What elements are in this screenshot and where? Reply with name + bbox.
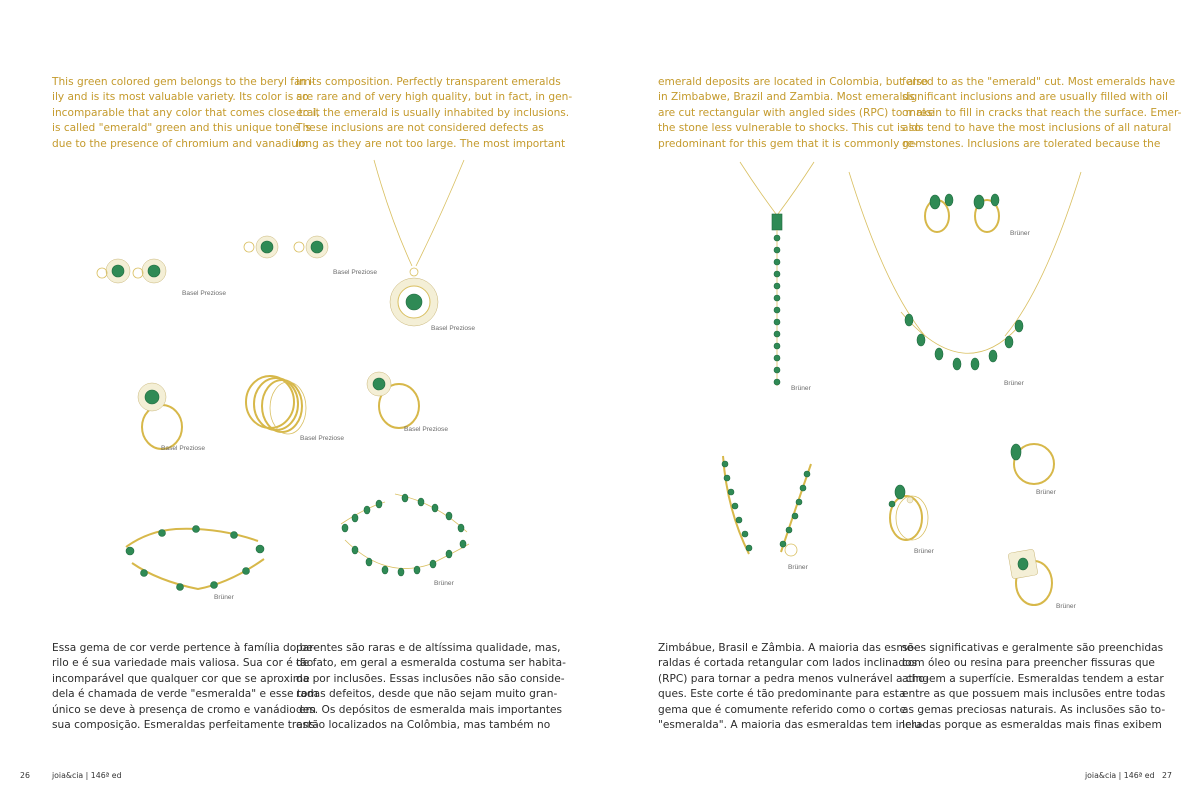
text-line: leradas porque as esmeraldas mais finas exibem <box>902 718 1162 731</box>
text-line: (RPC) para tornar a pedra menos vulnerável a cho- <box>658 672 929 685</box>
text-line: Essa gema de cor verde pertence à família do be- <box>52 642 317 654</box>
photo-credit: Brüner <box>791 385 811 392</box>
text-line: gema que é comumente referido como o corte <box>658 703 906 716</box>
photo-credit: Brüner <box>1036 489 1056 496</box>
text-line: sua composição. Esmeraldas perfeitamente trans- <box>52 718 319 731</box>
text-line: emerald deposits are located in Colombia, but also <box>658 76 929 88</box>
photo-credit: Basel Preziose <box>333 269 377 276</box>
right-portuguese-column-1 <box>658 641 929 733</box>
text-line: raldas é cortada retangular com lados inclinados <box>658 657 918 670</box>
text-line: long as they are not too large. The most important <box>296 137 566 150</box>
photo-credit: Brüner <box>214 594 234 601</box>
text-line: radas defeitos, desde que não sejam muito gran- <box>296 688 558 701</box>
text-line: in its composition. Perfectly transparent emeralds <box>296 76 561 88</box>
emerald-drop-pendant-photo <box>738 160 818 390</box>
emerald-square-ring-photo <box>1000 545 1060 610</box>
halo-pendant-necklace-photo <box>370 158 470 338</box>
photo-credit: Brüner <box>434 580 454 587</box>
text-line: entre as que possuem mais inclusões entre todas <box>902 688 1166 701</box>
flower-ring-photo <box>128 375 188 455</box>
emerald-necklace-photo <box>845 168 1085 378</box>
text-line: incomparable that any color that comes close to it <box>52 106 320 119</box>
text-line: in Zimbabwe, Brazil and Zambia. Most emeralds <box>658 91 915 104</box>
footer-right: joia&cia | 146ª ed <box>1085 771 1155 780</box>
text-line: rilo e é sua variedade mais valiosa. Sua cor é tão <box>52 657 314 670</box>
text-line: gemstones. Inclusions are tolerated because the <box>902 137 1161 150</box>
text-line: ily and is its most valuable variety. Its color is so <box>52 91 309 104</box>
text-line: alds tend to have the most inclusions of all natural <box>902 122 1172 135</box>
left-portuguese-column-1 <box>52 641 319 733</box>
text-line: "esmeralda". A maioria das esmeraldas tem inclu- <box>658 718 925 731</box>
left-portuguese-column-2 <box>296 641 566 733</box>
text-line: is called "emerald" green and this unique tone is <box>52 122 311 135</box>
text-line: Zimbábue, Brasil e Zâmbia. A maioria das esme- <box>658 642 917 654</box>
emerald-solitaire-ring-photo <box>1000 430 1060 490</box>
photo-credit: Basel Preziose <box>404 426 448 433</box>
right-portuguese-column-2 <box>902 641 1166 733</box>
photo-credit: Basel Preziose <box>182 290 226 297</box>
text-line: único se deve à presença de cromo e vanádio em <box>52 703 316 716</box>
text-line: eral, the emerald is usually inhabited by inclusions. <box>296 106 570 119</box>
left-english-column-1 <box>52 75 320 152</box>
right-english-column-2 <box>902 75 1182 152</box>
text-line: incomparável que qualquer cor que se aproxime <box>52 672 310 685</box>
text-line: parentes são raras e de altíssima qualidade, mas, <box>296 642 561 654</box>
text-line: as gemas preciosas naturais. As inclusões são to- <box>902 703 1166 716</box>
text-line: are rare and of very high quality, but in fact, in gen- <box>296 91 573 104</box>
flower-earrings-photo <box>88 255 178 295</box>
text-line: the stone less vulnerable to shocks. This cut is so <box>658 122 921 135</box>
text-line: atingem a superfície. Esmeraldas tendem a estar <box>902 672 1164 685</box>
text-line: ques. Este corte é tão predominante para esta <box>658 688 906 701</box>
emerald-tennis-bracelet-photo <box>335 488 475 578</box>
photo-credit: Brüner <box>788 564 808 571</box>
photo-credit: Basel Preziose <box>161 445 205 452</box>
ear-climber-earrings-photo <box>715 450 825 570</box>
photo-credit: Brüner <box>1004 380 1024 387</box>
photo-credit: Brüner <box>1056 603 1076 610</box>
multi-band-ring-photo <box>240 368 310 440</box>
halo-ring-photo <box>363 368 423 432</box>
text-line: da por inclusões. Essas inclusões não são conside- <box>296 672 565 685</box>
text-line: are cut rectangular with angled sides (RPC) to make <box>658 106 935 119</box>
page-number-right: 27 <box>1162 771 1172 780</box>
photo-credit: Brüner <box>914 548 934 555</box>
text-line: significant inclusions and are usually filled with oil <box>902 91 1168 104</box>
text-line: This green colored gem belongs to the beryl fam- <box>52 76 315 88</box>
text-line: due to the presence of chromium and vanadium <box>52 137 309 150</box>
text-line: de fato, em geral a esmeralda costuma ser habita- <box>296 657 566 670</box>
text-line: des. Os depósitos de esmeralda mais importantes <box>296 703 563 716</box>
text-line: predominant for this gem that it is commonly re- <box>658 137 918 150</box>
right-english-column-1 <box>658 75 935 152</box>
text-line: sões significativas e geralmente são preenchidas <box>902 642 1164 654</box>
footer-left: joia&cia | 146ª ed <box>52 771 122 780</box>
round-halo-earrings-photo <box>237 232 337 266</box>
emerald-stack-ring-photo <box>878 478 938 548</box>
photo-credit: Basel Preziose <box>300 435 344 442</box>
text-line: dela é chamada de verde "esmeralda" e esse tom <box>52 688 318 701</box>
left-english-column-2 <box>296 75 573 152</box>
text-line: estão localizados na Colômbia, mas também no <box>296 718 551 731</box>
photo-credit: Basel Preziose <box>431 325 475 332</box>
text-line: These inclusions are not considered defects as <box>296 122 544 135</box>
photo-credit: Brüner <box>1010 230 1030 237</box>
text-line: ferred to as the "emerald" cut. Most emeralds have <box>902 76 1176 88</box>
text-line: com óleo ou resina para preencher fissuras que <box>902 657 1155 670</box>
page-number-left: 26 <box>20 771 30 780</box>
bar-link-bracelet-photo <box>118 515 268 595</box>
text-line: or resin to fill in cracks that reach the surface. Emer- <box>902 106 1182 119</box>
